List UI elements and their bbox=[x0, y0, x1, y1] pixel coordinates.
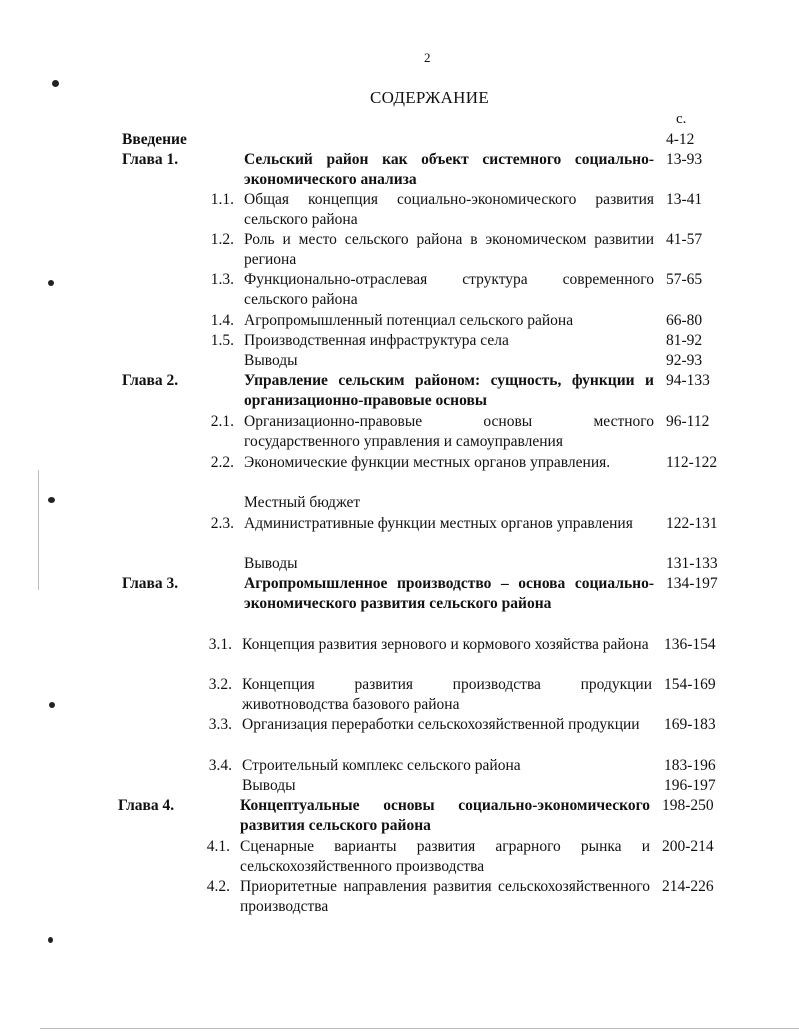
entry-title: Концептуальные основы социально-экономического развития сельского района bbox=[240, 797, 650, 835]
section-number: 2.3. bbox=[210, 515, 234, 532]
entry-pages: 13-93 bbox=[666, 151, 703, 168]
entry-title: Приоритетные направления развития сельскохозяйственного производства bbox=[240, 878, 650, 916]
entry-title: Выводы bbox=[242, 777, 296, 794]
entry-title: Административные функции местных органов управления bbox=[244, 515, 633, 532]
scan-mark bbox=[52, 80, 59, 87]
entry-title: Экономические функции местных органов управления. bbox=[244, 454, 611, 471]
entry-title: Агропромышленный потенциал сельского района bbox=[244, 312, 574, 329]
entry-pages: 154-169 bbox=[664, 676, 716, 693]
section-number: 3.3. bbox=[208, 716, 232, 733]
scan-edge bbox=[38, 470, 39, 590]
entry-pages: 200-214 bbox=[662, 838, 714, 855]
entry-title: Организация переработки сельскохозяйственной продукции bbox=[242, 716, 640, 733]
entry-pages: 131-133 bbox=[666, 555, 718, 572]
entry-pages: 198-250 bbox=[662, 797, 714, 814]
section-number: 1.2. bbox=[210, 231, 234, 248]
entry-title: Производственная инфраструктура села bbox=[244, 332, 509, 349]
entry-pages: 4-12 bbox=[666, 131, 695, 148]
section-number: 2.1. bbox=[210, 413, 234, 430]
entry-title: Сельский район как объект системного социально-экономического анализа bbox=[244, 151, 654, 189]
entry-pages: 81-92 bbox=[666, 332, 703, 349]
chapter-label: Глава 3. bbox=[122, 575, 179, 592]
section-number: 3.2. bbox=[208, 676, 232, 693]
entry-pages: 136-154 bbox=[664, 636, 716, 653]
entry-pages: 112-122 bbox=[666, 454, 718, 471]
chapter-label: Глава 2. bbox=[122, 372, 179, 389]
scan-mark bbox=[48, 280, 54, 286]
scan-mark bbox=[49, 702, 55, 708]
entry-title: Общая концепция социально-экономического развития сельского района bbox=[244, 191, 654, 229]
entry-pages: 13-41 bbox=[666, 191, 703, 208]
entry-pages: 92-93 bbox=[666, 352, 703, 369]
section-number: 1.3. bbox=[210, 271, 234, 288]
entry-title: Местный бюджет bbox=[244, 494, 361, 511]
entry-pages: 57-65 bbox=[666, 271, 703, 288]
entry-title: Выводы bbox=[244, 555, 298, 572]
entry-title: Управление сельским районом: сущность, функции и организационно-правовые основы bbox=[244, 372, 654, 410]
section-number: 1.4. bbox=[210, 312, 234, 329]
entry-pages: 134-197 bbox=[666, 575, 718, 592]
scan-mark bbox=[48, 497, 55, 503]
entry-title: Организационно-правовые основы местного государственного управления и самоуправления bbox=[244, 413, 654, 451]
entry-pages: 122-131 bbox=[666, 515, 718, 532]
entry-title: Концепция развития производства продукции животноводства базового района bbox=[242, 676, 652, 714]
section-number: 1.1. bbox=[210, 191, 234, 208]
section-number: 3.1. bbox=[208, 636, 232, 653]
section-number: 3.4. bbox=[208, 757, 232, 774]
entry-pages: 96-112 bbox=[666, 413, 710, 430]
chapter-label: Глава 1. bbox=[122, 151, 179, 168]
entry-pages: 183-196 bbox=[664, 757, 716, 774]
page-title: СОДЕРЖАНИЕ bbox=[369, 88, 490, 107]
entry-pages: 41-57 bbox=[666, 231, 703, 248]
entry-pages: 66-80 bbox=[666, 312, 703, 329]
entry-title: Концепция развития зернового и кормового хозяйства района bbox=[242, 636, 649, 653]
chapter-label: Глава 4. bbox=[118, 797, 175, 814]
entry-title: Агропромышленное производство – основа социально-экономического развития сельского района bbox=[244, 575, 654, 613]
entry-title: Функционально-отраслевая структура современного сельского района bbox=[244, 271, 654, 309]
entry-pages: 214-226 bbox=[662, 878, 714, 895]
chapter-label: Введение bbox=[122, 131, 187, 148]
page-number: 2 bbox=[424, 50, 431, 65]
entry-title: Сценарные варианты развития аграрного рынка и сельскохозяйственного производства bbox=[240, 838, 650, 876]
section-number: 2.2. bbox=[210, 454, 234, 471]
section-number: 1.5. bbox=[210, 332, 234, 349]
scan-mark bbox=[48, 937, 53, 943]
entry-title: Строительный комплекс сельского района bbox=[242, 757, 521, 774]
entry-pages: 94-133 bbox=[666, 372, 710, 389]
pages-column-label: с. bbox=[676, 111, 687, 127]
section-number: 4.1. bbox=[206, 838, 230, 855]
section-number: 4.2. bbox=[206, 878, 230, 895]
entry-title: Роль и место сельского района в экономическом развитии региона bbox=[244, 231, 654, 269]
entry-title: Выводы bbox=[244, 352, 298, 369]
scan-edge bbox=[40, 1028, 799, 1029]
entry-pages: 169-183 bbox=[664, 716, 716, 733]
entry-pages: 196-197 bbox=[664, 777, 716, 794]
